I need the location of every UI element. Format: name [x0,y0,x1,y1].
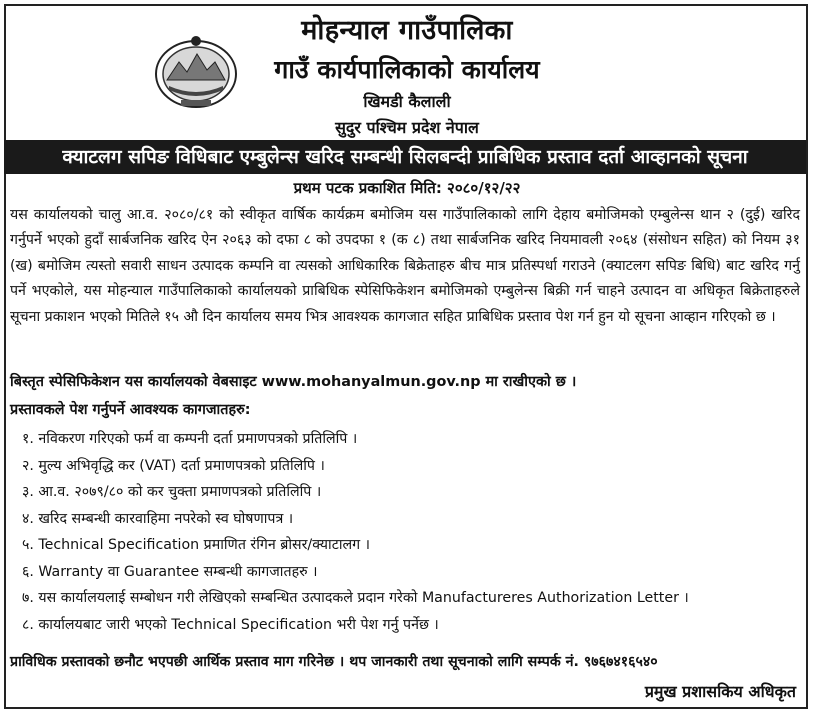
list-item: १. नविकरण गरिएको फर्म वा कम्पनी दर्ता प्रमाणपत्रको प्रतिलिपि । [22,431,358,447]
required-documents-list [22,426,802,638]
list-item: ८. कार्यालयबाट जारी भएको Technical Specification भरी पेश गर्नु पर्नेछ । [22,616,439,633]
list-item: ५. Technical Specification प्रमाणित रंगिन ब्रोसर/क्याटालग । [22,537,371,553]
footer-contact: प्राविधिक प्रस्तावको छनौट भएपछी आर्थिक प्रस्ताव माग गरिनेछ । थप जानकारी तथा सूचनाको लागि सम्पर्क नं. ९७६७४१६५४० [10,654,658,670]
org-province: सुदुर पश्चिम प्रदेश नेपाल [335,118,479,137]
notice-body: यस कार्यालयको चालु आ.व. २०८०/८१ को स्वीकृत वार्षिक कार्यक्रम बमोजिम यस गाउँपालिकाको लागि देहाय बमोजिमको एम्बुलेन्स थान २ (दुई) खरिद गर्नुपर्ने भएको हुदाँ सार्बजनिक खरिद ऐन २०६३ को दफा ८ को उपदफा १ (क ८) तथा सार्बजनिक खरिद नियमावली २०६४ (संसोधन सहित) को नियम ३१ (ख) बमोजिम त्यस्तो सवारी साधन उत्पादक कम्पनि वा त्यसको आधिकारिक बिक्रेताहरु बीच मात्र प्रतिस्पर्धा गराउने (क्याटलग सपिङ बिधि) बाट खरिद गर्नु पर्ने भएकोले, यस मोहन्याल गाउँपालिकाको कार्यालयको प्राबिधिक स्पेसिफिकेशन बमोजिमको एम्बुलेन्स बिक्री गर्न चाहने उत्पादन वा अधिकृत बिक्रेताहरुले सूचना प्रकाशन भएको मितिले १५ औ दिन कार्यालय समय भित्र आवश्यक कागजात सहित प्राबिधिक प्रस्ताव पेश गर्न हुन यो सूचना आव्हान गरिएको छ । [10,207,800,325]
org-office: गाउँ कार्यपालिकाको कार्यालय [274,55,540,84]
org-address: खिमडी कैलाली [363,92,451,111]
publication-date: प्रथम पटक प्रकाशित मिति: २०८०/१२/२२ [293,179,521,197]
list-item: २. मुल्य अभिवृद्धि कर (VAT) दर्ता प्रमाणपत्रको प्रतिलिपि । [22,457,325,474]
list-item: ३. आ.व. २०७९/८० को कर चुक्ता प्रमाणपत्रको प्रतिलिपि । [22,484,322,500]
website-line: बिस्तृत स्पेसिफिकेशन यस कार्यालयको वेबसाइट www.mohanyalmun.gov.np मा राखीएको छ । [10,374,577,390]
signature: प्रमुख प्रशासकिय अधिकृत [644,682,796,701]
list-item: ७. यस कार्यालयलाई सम्बोधन गरी लेखिएको सम्बन्धित उत्पादकले प्रदान गरेको Manufactureres Authorization Letter । [22,590,689,606]
list-item: ४. खरिद सम्बन्धी कारवाहिमा नपरेको स्व घोषणापत्र । [22,510,294,527]
notice-header [0,0,814,140]
docs-heading: प्रस्तावकले पेश गर्नुपर्ने आवश्यक कागजातहरु: [10,402,251,418]
list-item: ६. Warranty वा Guarantee सम्बन्धी कागजातहरु । [22,563,318,580]
org-name: मोहन्याल गाउँपालिका [301,15,513,46]
notice-title: क्याटलग सपिङ विधिबाट एम्बुलेन्स खरिद सम्बन्धी सिलबन्दी प्राबिधिक प्रस्ताव दर्ता आव्हानको सूचना [4,140,806,174]
